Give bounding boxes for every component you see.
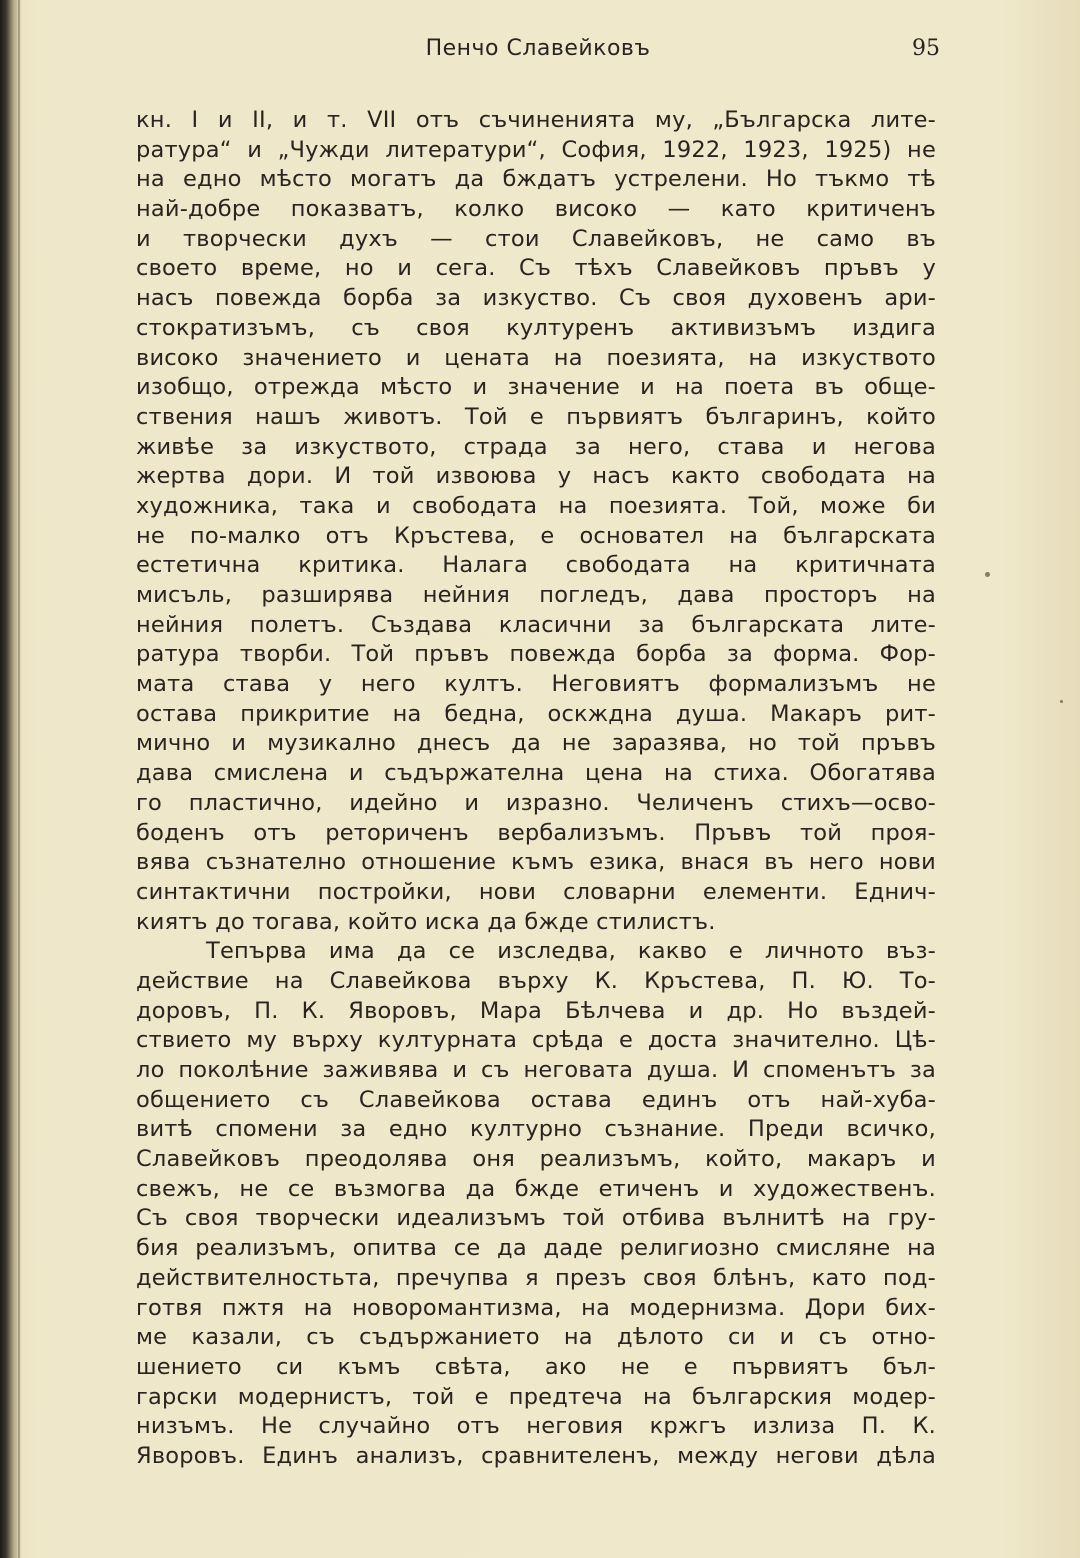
text-line: ствения нашъ животъ. Той е първиятъ българинъ, който	[136, 403, 936, 430]
text-line: на едно мѣсто могатъ да бждатъ устрелени. Но тъкмо тѣ	[136, 166, 936, 193]
text-line: естетична критика. Налага свободата на критичната	[136, 552, 936, 579]
text-line: насъ повежда борба за изкуство. Съ своя духовенъ ари-	[136, 285, 936, 312]
paragraph-end-line: киятъ до тогава, който иска да бжде стилистъ.	[136, 908, 716, 935]
text-line: мисъль, разширява нейния погледъ, дава просторъ на	[136, 582, 936, 608]
text-line: мично и музикално днесъ да не заразява, но той пръвъ	[136, 730, 936, 757]
text-line: живѣе за изкуството, страда за него, става и негова	[136, 433, 936, 460]
text-line: шението си къмъ свѣта, ако не е първиятъ бъл-	[136, 1353, 936, 1380]
text-line: ратура“ и „Чужди литератури“, София, 1922, 1923, 1925) не	[136, 136, 936, 163]
text-line: вява съзнателно отношение къмъ езика, внася въ него нови	[136, 849, 936, 876]
text-line: витѣ спомени за едно културно съзнание. Преди всичко,	[136, 1116, 936, 1143]
ink-speck	[985, 572, 990, 577]
text-line: изобщо, отрежда мѣсто и значение и на поета въ обще-	[136, 374, 936, 401]
ink-speck	[1060, 700, 1063, 703]
paragraph-start-line: Тепърва има да се изследва, какво е личното въз-	[206, 938, 936, 965]
text-line: действие на Славейкова върху К. Кръстева, П. Ю. То-	[136, 967, 936, 994]
text-line: низъмъ. Не случайно отъ неговия кржгъ излиза П. К.	[136, 1413, 936, 1440]
text-line: остава прикритие на бедна, оскждна душа. Макаръ рит-	[136, 700, 936, 727]
text-line: готвя пжтя на новоромантизма, на модернизма. Дори бих-	[136, 1294, 936, 1321]
text-line: дава смислена и съдържателна цена на стиха. Обогатява	[136, 760, 936, 787]
text-line: го пластично, идейно и изразно. Челиченъ стихъ—осво-	[136, 789, 936, 816]
text-line: най-добре показватъ, колко високо — като критиченъ	[136, 196, 936, 223]
text-line: високо значението и цената на поезията, на изкуството	[136, 344, 936, 371]
text-line: общението съ Славейкова остава единъ отъ най-хуба-	[136, 1086, 936, 1113]
text-line: бия реализъмъ, опитва се да даде религиозно смисляне на	[136, 1235, 936, 1262]
text-line: мата става у него култъ. Неговиятъ формализъмъ не	[136, 671, 936, 698]
text-line: художника, така и свободата на поезията. Той, може би	[136, 492, 936, 519]
text-line: синтактични постройки, нови словарни елементи. Еднич-	[136, 878, 936, 905]
page-header	[136, 30, 940, 70]
text-line: нейния полетъ. Създава класични за българската лите-	[136, 611, 936, 638]
text-line: действителностьта, пречупва я презъ своя блѣнъ, като под-	[136, 1264, 936, 1291]
text-line: Славейковъ преодолява оня реализъмъ, който, макаръ и	[136, 1146, 936, 1173]
text-line: и творчески духъ — стои Славейковъ, не само въ	[136, 225, 936, 252]
page-edge-line	[18, 0, 20, 1558]
text-line: доровъ, П. К. Яворовъ, Мара Бѣлчева и др. Но въздей-	[136, 997, 936, 1024]
text-line: ме казали, съ съдържанието на дѣлото си и съ отно-	[136, 1324, 936, 1351]
page-number: 95	[912, 36, 940, 61]
text-line: свежъ, не се възмогва да бжде етиченъ и художественъ.	[136, 1175, 936, 1202]
text-line: Яворовъ. Единъ анализъ, сравнителенъ, между негови дѣла	[136, 1442, 936, 1469]
text-line: гарски модернистъ, той е предтеча на българския модер-	[136, 1383, 936, 1410]
text-line: Съ своя творчески идеализъмъ той отбива вълнитѣ на гру-	[136, 1205, 936, 1232]
running-title: Пенчо Славейковъ	[425, 36, 651, 61]
text-line: боденъ отъ реториченъ вербализъмъ. Пръвъ той проя-	[136, 819, 936, 846]
text-line: ло поколѣние заживява и съ неговата душа. И споменътъ за	[136, 1057, 936, 1083]
text-line: кн. I и II, и т. VII отъ съчиненията му, „Българска лите-	[136, 107, 936, 133]
text-line: жертва дори. И той извоюва у насъ както свободата на	[136, 463, 936, 490]
text-line: ствието му върху културната срѣда е доста значително. Цѣ-	[136, 1027, 936, 1054]
text-line: своето време, но и сега. Съ тѣхъ Славейковъ пръвъ у	[136, 255, 936, 282]
text-line: стократизъмъ, съ своя културенъ активизъмъ издига	[136, 314, 936, 341]
text-line: не по-малко отъ Кръстева, е основател на българската	[136, 522, 936, 549]
body-text	[136, 106, 936, 1472]
text-line: ратура творби. Той пръвъ повежда борба за форма. Фор-	[136, 641, 936, 668]
